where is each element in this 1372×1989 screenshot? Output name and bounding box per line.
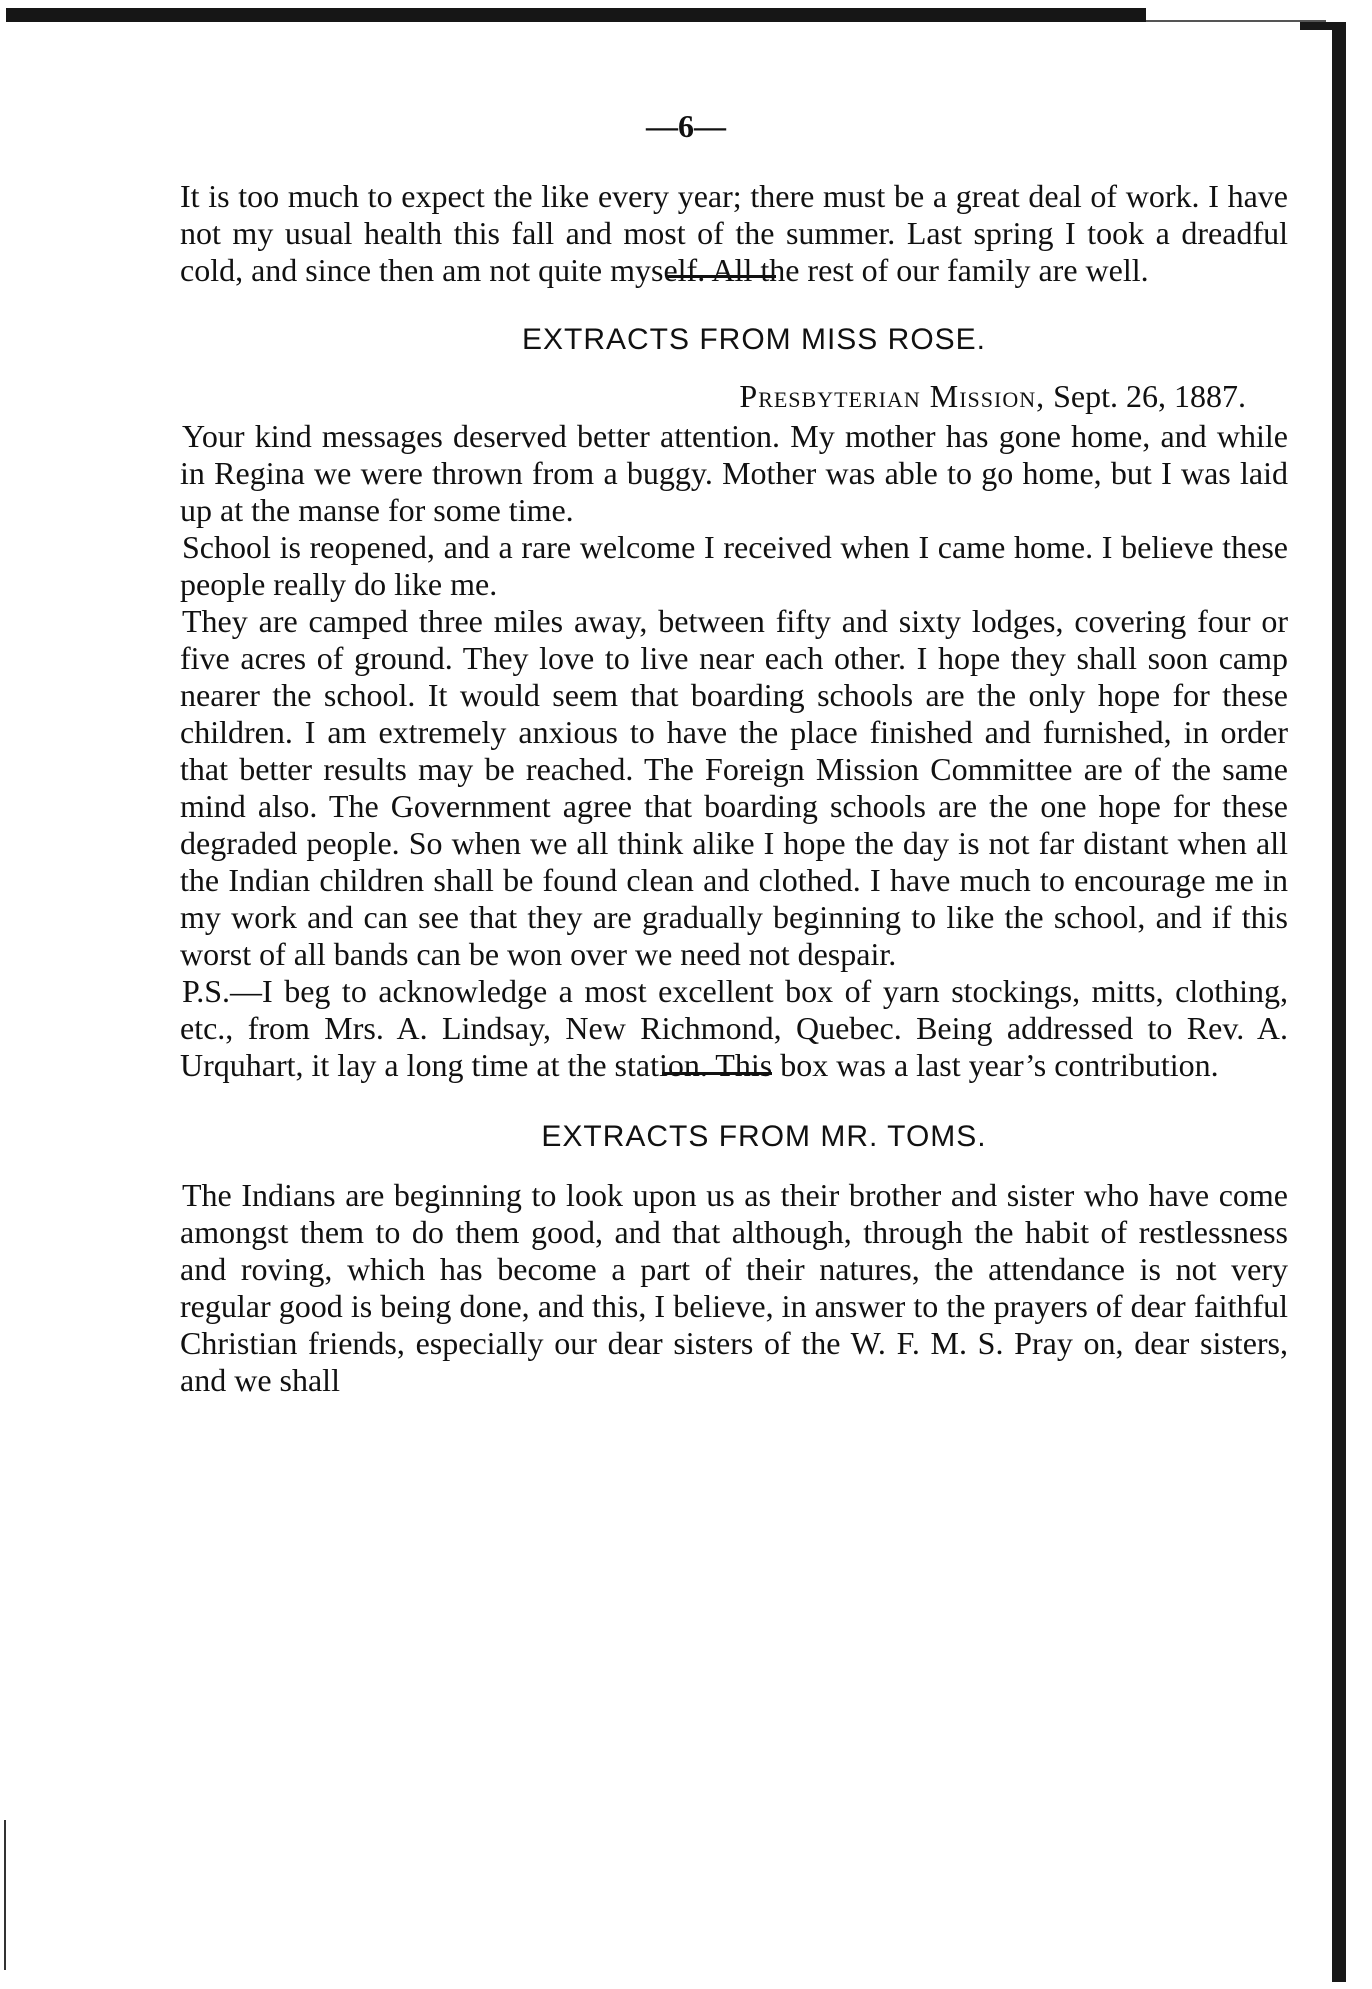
page-body <box>180 178 1288 1399</box>
toms-paragraph: The Indians are beginning to look upon us as their brother and sister who have come amongst them to do them good, and that although, through the habit of restlessness and roving, which has become a part of their natures, the attendance is not very regular good is being done, and this, I believe, in answer to the prayers of dear faithful Christian friends, especially our dear sisters of the W. F. M. S. Pray on, dear sisters, and we shall <box>180 1177 1288 1398</box>
intro-paragraph: It is too much to expect the like every year; there must be a great deal of work. I have not my usual health this fall and most of the summer. Last spring I took a dreadful cold, and since then am not quite myself. All the rest of our family are well. <box>180 178 1288 288</box>
left-edge-mark <box>4 1820 6 1970</box>
rose-postscript: P.S.—I beg to acknowledge a most excellent box of yarn stockings, mitts, clothing, etc., from Mrs. A. Lindsay, New Richmond, Quebec. Being addressed to Rev. A. Urquhart, it lay a long time at the station. This box was a last year’s contribution. <box>180 973 1288 1083</box>
rose-dateline-date: Sept. 26, 1887. <box>1053 378 1246 414</box>
rose-paragraph: Your kind messages deserved better attention. My mother has gone home, and while in Regina we were thrown from a buggy. Mother was able to go home, but I was laid up at the manse for some time. <box>180 418 1288 528</box>
rose-dateline <box>180 376 1288 416</box>
rose-paragraph: They are camped three miles away, between fifty and sixty lodges, covering four or five acres of ground. They love to live near each other. I hope they shall soon camp nearer the school. It would seem that boarding schools are the only hope for these children. I am extremely anxious to have the place finished and furnished, in order that better results may be reached. The Foreign Mission Committee are of the same mind also. The Government agree that boarding schools are the one hope for these degraded people. So when we all think alike I hope the day is not far distant when all the Indian children shall be found clean and clothed. I have much to encourage me in my work and can see that they are gradually beginning to like the school, and if this worst of all bands can be won over we need not despair. <box>180 603 1288 972</box>
rose-paragraph: School is reopened, and a rare welcome I received when I came home. I believe these people really do like me. <box>180 529 1288 602</box>
top-border-rule <box>6 8 1146 22</box>
page-number: —6— <box>646 108 726 144</box>
top-border-thin-rule <box>1146 20 1326 22</box>
right-border-bar <box>1332 22 1346 1982</box>
rose-dateline-place: Presbyterian Mission, <box>739 378 1046 414</box>
toms-heading: EXTRACTS FROM MR. TOMS. <box>541 1120 987 1153</box>
rose-heading: EXTRACTS FROM MISS ROSE. <box>521 323 987 356</box>
